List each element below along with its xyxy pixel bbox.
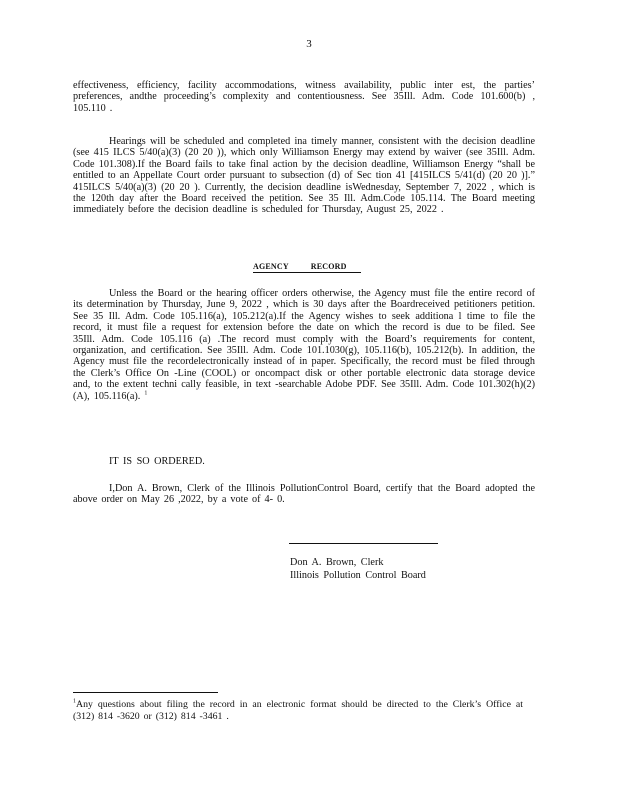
page-number: 3 [306,38,312,50]
footnote [73,699,523,724]
paragraph-agency-record [73,288,535,402]
signature-name: Don A. Brown, Clerk [290,557,384,568]
signature-line [289,543,438,544]
paragraph-clerk-certification: I,Don A. Brown, Clerk of the Illinois PollutionControl Board, certify that the Board adopted the above order on May 26 ,2022, by a vote of 4- 0. [73,483,535,506]
footnote-separator [73,692,218,693]
signature-block [290,557,426,582]
order-statement: IT IS SO ORDERED. [109,456,205,467]
section-heading-agency-record: AGENCY RECORD [253,262,361,273]
footnote-text: Any questions about filing the record in an electronic format should be directed to the Clerk’s Office at (312) 814 -3620 or (312) 814 -3461 . [73,699,523,723]
footnote-marker: 1 [73,698,76,705]
paragraph-continuation: effectiveness, efficiency, facility accommodations, witness availability, public inter est, the parties’ preferences, andthe proceeding’s complexity and contentiousness. See 35Ill. Adm. Code 101.600(b) , 105.110 . [73,80,535,114]
footnote-reference: 1 [144,390,148,397]
paragraph-agency-record-text: Unless the Board or the hearing officer orders otherwise, the Agency must file the entire record of its determination by Thursday, June 9, 2022 , which is 30 days after the Boardreceived petitioners petition. See 35 Ill. Adm. Code 105.116(a), 105.212(a).If the Agency wishes to seek additiona l time to file the record, it must file a request for extension before the date on which the record is due to be filed. See 35Ill. Adm. Code 105.116 (a) .The record must comply with the Board’s requirements for content, organization, and certification. See 35Ill. Adm. Code 101.1030(g), 105.116(b), 105.212(b). In addition, the Agency must file the recordelectronically instead of in paper. Specifically, the record must be filed through the Clerk’s Office On -Line (COOL) or oncompact disk or other portable electronic data storage device and, to the extent techni cally feasible, in text -searchable Adobe PDF. See 35Ill. Adm. Code 101.302(h)(2)(A), 105.116(a). [73,288,535,402]
signature-title: Illinois Pollution Control Board [290,569,426,581]
paragraph-hearing-schedule: Hearings will be scheduled and completed ina timely manner, consistent with the decision deadline (see 415 ILCS 5/40(a)(3) (20 20 )), which only Williamson Energy may extend by waiver (see 35Ill. Adm. Code 101.308).If the Board fails to take final action by the decision deadline, Williamson Energy “shall be entitled to an Appellate Court order pursuant to subsection (d) of Sec tion 41 [415ILCS 5/41(d) (20 20 )].” 415ILCS 5/40(a)(3) (20 20 ). Currently, the decision deadline isWednesday, September 7, 2022 , which is the 120th day after the Board received the petition. See 35 Ill. Adm.Code 105.114. The Board meeting immediately before the decision deadline is scheduled for Thursday, August 25, 2022 . [73,136,535,216]
